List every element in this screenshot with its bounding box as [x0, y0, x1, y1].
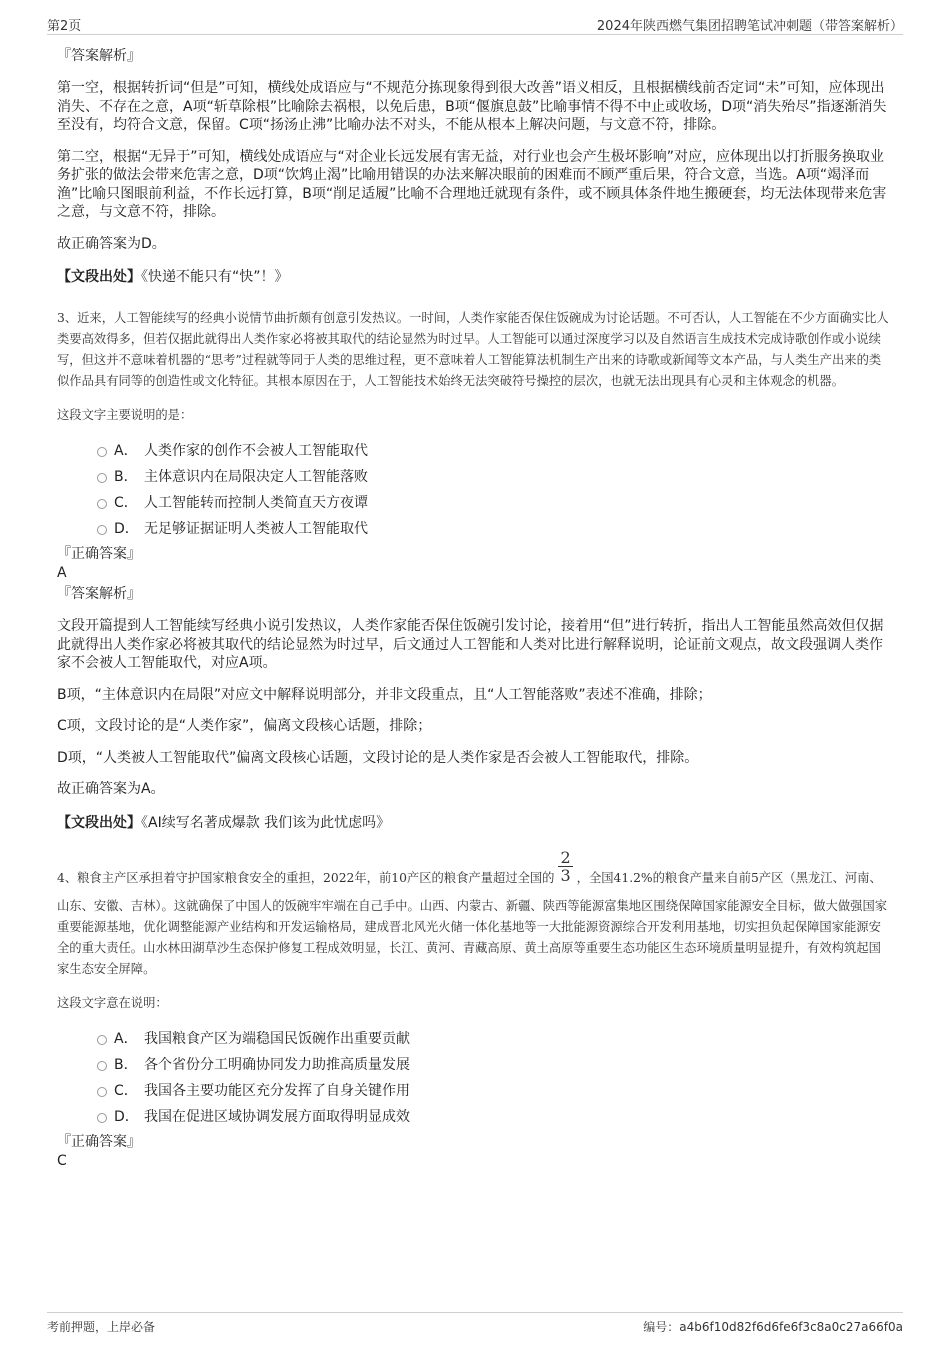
correct-answer-value: A — [57, 565, 67, 581]
fraction — [558, 849, 572, 884]
radio-button[interactable] — [97, 1035, 107, 1045]
radio-button[interactable] — [97, 525, 107, 535]
source-line — [57, 267, 893, 287]
page-number: 第2页 — [47, 19, 82, 34]
analysis-paragraph: 第二空，根据“无异于”可知，横线处成语应与“对企业长远发展有害无益，对行业也会产生极坏影响”对应，应体现出以打折服务换取业务扩张的做法会带来危害之意，D项“饮鸩止渴”比喻用错误的办法来解决眼前的困难而不顾严重后果，符合文意，当选。A项“竭泽而渔”比喻只图眼前利益，不作长远打算，B项“削足适履”比喻不合理地迁就现有条件，或不顾具体条件地生搬硬套，均无法体现带来危害之意，与文意不符，排除。 — [57, 148, 887, 220]
radio-button[interactable] — [97, 1087, 107, 1097]
question-4-options — [57, 1028, 893, 1132]
correct-answer-label: 『正确答案』 — [57, 546, 141, 562]
question-4-text-after: ，全国41.2%的粮食产量来自前5产区（黑龙江、河南、山东、安徽、吉林）。这就确保了中国人的饭碗牢牢端在自己手中。山西、内蒙古、新疆、陕西等能源富集地区围绕保障国家能源安全目标，做大做强国家重要能源基地，优化调整能源产业结构和开发运输格局，建成晋北风光火储一体化基地等一大批能源资源综合开发利用基地，切实担负起保障国家能源安全的重大责任。山水林田湖草沙生态保护修复工程成效明显，长江、黄河、青藏高原、黄土高原等重要生态功能区生态环境质量明显提升，有效构筑起国家生态安全屏障。 — [57, 870, 888, 976]
option-letter: D． — [114, 521, 139, 537]
analysis-paragraph: B项，“主体意识内在局限”对应文中解释说明部分，并非文段重点，且“人工智能落败”表述不准确，排除； — [57, 686, 712, 703]
option-text: 我国各主要功能区充分发挥了自身关键作用 — [144, 1082, 410, 1099]
option-letter: C． — [114, 1082, 138, 1099]
radio-button[interactable] — [97, 1061, 107, 1071]
footer-code-label: 编号： — [643, 1320, 680, 1334]
question-3-text: 3、近来，人工智能续写的经典小说情节曲折颇有创意引发热议。一时间，人类作家能否保住饭碗成为讨论话题。不可否认，人工智能在不少方面确实比人类要高效得多，但若仅据此就得出人类作家必将被其取代的结论显然为时过早。人工智能可以通过深度学习以及自然语言生成技术完成诗歌创作或小说续写，但这并不意味着机器的“思考”过程就等同于人类的思维过程，更不意味着人工智能算法机制生产出来的诗歌或新闻等文本产品，与人类生产出来的类似作品具有同等的创造性或文化特征。其根本原因在于，人工智能技术始终无法突破符号操控的层次，也就无法出现具有心灵和主体观念的机器。 — [57, 311, 889, 388]
option-text: 人类作家的创作不会被人工智能取代 — [144, 443, 368, 459]
option-text: 各个省份分工明确协同发力助推高质量发展 — [144, 1056, 410, 1073]
analysis-paragraph: 第一空，根据转折词“但是”可知，横线处成语应与“不规范分拣现象得到很大改善”语义相反，且根据横线前否定词“未”可知，应体现出消失、不存在之意，A项“斩草除根”比喻除去祸根，以免后患，B项“偃旗息鼓”比喻事情不得不中止或收场，D项“消失殆尽”指逐渐消失至没有，均符合文意，保留。C项“扬汤止沸”比喻办法不对头，不能从根本上解决问题，与文意不符，排除。 — [57, 80, 887, 133]
analysis-label: 『答案解析』 — [57, 586, 141, 602]
page-header — [47, 12, 903, 35]
option-c[interactable] — [57, 492, 893, 518]
radio-button[interactable] — [97, 447, 107, 457]
question-3-prompt: 这段文字主要说明的是： — [57, 408, 193, 422]
question-4-prompt: 这段文字意在说明： — [57, 995, 168, 1010]
correct-answer-value: C — [57, 1152, 67, 1169]
footer-slogan: 考前押题，上岸必备 — [47, 1320, 156, 1334]
option-b[interactable] — [57, 1054, 893, 1080]
option-c[interactable] — [57, 1080, 893, 1106]
analysis-conclusion: 故正确答案为D。 — [57, 235, 166, 252]
analysis-conclusion: 故正确答案为A。 — [57, 781, 165, 797]
document-title: 2024年陕西燃气集团招聘笔试冲刺题（带答案解析） — [596, 19, 903, 34]
question-4-text-before: 4、粮食主产区承担着守护国家粮食安全的重担，2022年，前10产区的粮食产量超过全国的 — [57, 870, 555, 885]
option-text: 无足够证据证明人类被人工智能取代 — [144, 521, 368, 537]
question-4-text — [57, 847, 893, 980]
radio-button[interactable] — [97, 499, 107, 509]
option-letter: A． — [114, 443, 138, 459]
option-letter: A． — [114, 1030, 138, 1047]
analysis-paragraph: C项，文段讨论的是“人类作家”，偏离文段核心话题，排除； — [57, 718, 432, 734]
fraction-numerator: 2 — [560, 847, 571, 867]
analysis-label: 『答案解析』 — [57, 48, 141, 64]
radio-button[interactable] — [97, 1113, 107, 1123]
option-text: 人工智能转而控制人类简直天方夜谭 — [144, 495, 368, 511]
option-text: 我国在促进区域协调发展方面取得明显成效 — [144, 1108, 410, 1125]
page-content — [57, 46, 893, 1170]
footer-code-value: a4b6f10d82f6d6fe6f3c8a0c27a66f0a — [679, 1320, 903, 1334]
option-b[interactable] — [57, 466, 893, 492]
footer-code — [643, 1318, 903, 1335]
source-line — [57, 813, 893, 833]
option-letter: C． — [114, 495, 138, 511]
question-3-options — [57, 440, 893, 544]
option-text: 主体意识内在局限决定人工智能落败 — [144, 469, 368, 485]
option-letter: B． — [114, 1056, 138, 1073]
page-footer — [47, 1312, 903, 1339]
source-label: 【文段出处】 — [57, 269, 141, 285]
option-a[interactable] — [57, 440, 893, 466]
source-title: 《AI续写名著成爆款 我们该为此忧虑吗》 — [141, 814, 391, 831]
analysis-paragraph: D项，“人类被人工智能取代”偏离文段核心话题，文段讨论的是人类作家是否会被人工智能取代，排除。 — [57, 749, 699, 766]
correct-answer-label: 『正确答案』 — [57, 1133, 141, 1150]
radio-button[interactable] — [97, 473, 107, 483]
option-a[interactable] — [57, 1028, 893, 1054]
fraction-denominator: 3 — [560, 865, 571, 885]
option-letter: B． — [114, 469, 138, 485]
source-title: 《快递不能只有“快”！》 — [141, 269, 289, 285]
option-d[interactable] — [57, 518, 893, 544]
option-d[interactable] — [57, 1106, 893, 1132]
option-text: 我国粮食产区为端稳国民饭碗作出重要贡献 — [144, 1030, 410, 1047]
analysis-paragraph: 文段开篇提到人工智能续写经典小说引发热议，人类作家能否保住饭碗引发讨论，接着用“但”进行转折，指出人工智能虽然高效但仅据此就得出人类作家必将被其取代的结论显然为时过早，后文通过人工智能和人类对比进行解释说明，论证前文观点，故文段强调人类作家不会被人工智能取代，对应A项。 — [57, 618, 884, 671]
source-label: 【文段出处】 — [57, 814, 141, 831]
option-letter: D． — [114, 1108, 139, 1125]
